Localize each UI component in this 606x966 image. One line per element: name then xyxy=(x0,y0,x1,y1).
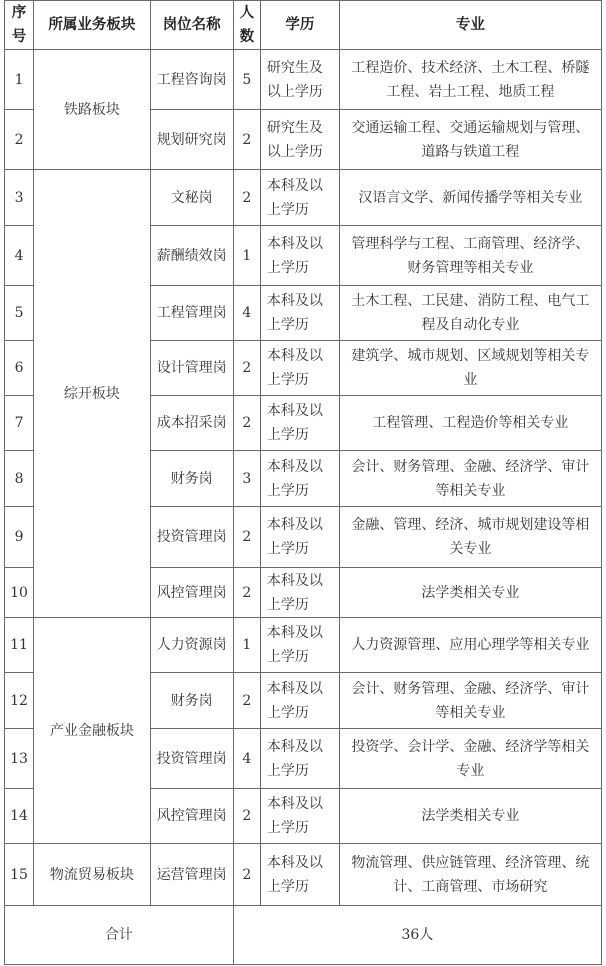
recruitment-table xyxy=(4,0,602,965)
cell-count: 2 xyxy=(233,673,260,729)
cell-major: 建筑学、城市规划、区域规划等相关专业 xyxy=(339,341,601,396)
header-major: 专业 xyxy=(339,1,601,50)
cell-seq: 15 xyxy=(5,844,34,906)
table-row xyxy=(5,50,602,110)
cell-position: 成本招采岗 xyxy=(150,396,233,451)
table-row xyxy=(5,170,602,226)
cell-seq: 12 xyxy=(5,673,34,729)
cell-count: 2 xyxy=(233,507,260,568)
cell-education: 本科及以上学历 xyxy=(260,729,339,789)
cell-seq: 13 xyxy=(5,729,34,789)
cell-education: 研究生及以上学历 xyxy=(260,110,339,170)
cell-seq: 9 xyxy=(5,507,34,568)
cell-position: 工程管理岗 xyxy=(150,286,233,341)
cell-block: 物流贸易板块 xyxy=(34,844,150,906)
header-position: 岗位名称 xyxy=(150,1,233,50)
cell-count: 4 xyxy=(233,286,260,341)
cell-seq: 8 xyxy=(5,451,34,507)
header-seq: 序号 xyxy=(5,1,34,50)
cell-major: 会计、财务管理、金融、经济学、审计等相关专业 xyxy=(339,451,601,507)
cell-position: 人力资源岗 xyxy=(150,618,233,673)
header-education: 学历 xyxy=(260,1,339,50)
cell-major: 法学类相关专业 xyxy=(339,568,601,618)
cell-position: 规划研究岗 xyxy=(150,110,233,170)
cell-seq: 6 xyxy=(5,341,34,396)
header-count: 人数 xyxy=(233,1,260,50)
cell-education: 本科及以上学历 xyxy=(260,170,339,226)
cell-education: 本科及以上学历 xyxy=(260,286,339,341)
cell-seq: 4 xyxy=(5,226,34,286)
cell-education: 研究生及以上学历 xyxy=(260,50,339,110)
cell-block: 产业金融板块 xyxy=(34,618,150,844)
cell-count: 2 xyxy=(233,341,260,396)
cell-major: 工程造价、技术经济、土木工程、桥隧工程、岩土工程、地质工程 xyxy=(339,50,601,110)
cell-education: 本科及以上学历 xyxy=(260,507,339,568)
cell-major: 工程管理、工程造价等相关专业 xyxy=(339,396,601,451)
table-row xyxy=(5,844,602,906)
cell-position: 投资管理岗 xyxy=(150,507,233,568)
cell-count: 2 xyxy=(233,844,260,906)
header-block: 所属业务板块 xyxy=(34,1,150,50)
cell-seq: 5 xyxy=(5,286,34,341)
cell-education: 本科及以上学历 xyxy=(260,618,339,673)
cell-education: 本科及以上学历 xyxy=(260,673,339,729)
cell-major: 会计、财务管理、金融、经济学、审计等相关专业 xyxy=(339,673,601,729)
cell-education: 本科及以上学历 xyxy=(260,451,339,507)
cell-position: 工程咨询岗 xyxy=(150,50,233,110)
cell-major: 法学类相关专业 xyxy=(339,789,601,844)
cell-major: 管理科学与工程、工商管理、经济学、财务管理等相关专业 xyxy=(339,226,601,286)
cell-position: 风控管理岗 xyxy=(150,789,233,844)
cell-count: 3 xyxy=(233,451,260,507)
cell-position: 薪酬绩效岗 xyxy=(150,226,233,286)
cell-count: 2 xyxy=(233,170,260,226)
cell-education: 本科及以上学历 xyxy=(260,789,339,844)
cell-major: 土木工程、工民建、消防工程、电气工程及自动化专业 xyxy=(339,286,601,341)
recruitment-table-container xyxy=(4,0,602,965)
cell-seq: 14 xyxy=(5,789,34,844)
cell-education: 本科及以上学历 xyxy=(260,844,339,906)
cell-position: 运营管理岗 xyxy=(150,844,233,906)
total-value: 36人 xyxy=(233,906,601,965)
cell-education: 本科及以上学历 xyxy=(260,396,339,451)
cell-count: 2 xyxy=(233,568,260,618)
table-row xyxy=(5,618,602,673)
table-header xyxy=(5,1,602,50)
cell-seq: 10 xyxy=(5,568,34,618)
cell-position: 投资管理岗 xyxy=(150,729,233,789)
cell-seq: 1 xyxy=(5,50,34,110)
cell-count: 2 xyxy=(233,789,260,844)
cell-count: 1 xyxy=(233,226,260,286)
cell-seq: 7 xyxy=(5,396,34,451)
cell-count: 2 xyxy=(233,110,260,170)
cell-position: 风控管理岗 xyxy=(150,568,233,618)
cell-education: 本科及以上学历 xyxy=(260,341,339,396)
header-row xyxy=(5,1,602,50)
cell-position: 文秘岗 xyxy=(150,170,233,226)
cell-major: 物流管理、供应链管理、经济管理、统计、工商管理、市场研究 xyxy=(339,844,601,906)
total-row xyxy=(5,906,602,965)
cell-position: 财务岗 xyxy=(150,451,233,507)
cell-major: 金融、管理、经济、城市规划建设等相关专业 xyxy=(339,507,601,568)
cell-major: 投资学、会计学、金融、经济学等相关专业 xyxy=(339,729,601,789)
cell-block: 铁路板块 xyxy=(34,50,150,170)
cell-count: 4 xyxy=(233,729,260,789)
cell-education: 本科及以上学历 xyxy=(260,226,339,286)
cell-position: 设计管理岗 xyxy=(150,341,233,396)
cell-education: 本科及以上学历 xyxy=(260,568,339,618)
table-body xyxy=(5,50,602,965)
cell-count: 5 xyxy=(233,50,260,110)
cell-block: 综开板块 xyxy=(34,170,150,618)
cell-position: 财务岗 xyxy=(150,673,233,729)
cell-major: 汉语言文学、新闻传播学等相关专业 xyxy=(339,170,601,226)
cell-count: 1 xyxy=(233,618,260,673)
cell-seq: 3 xyxy=(5,170,34,226)
cell-major: 交通运输工程、交通运输规划与管理、道路与铁道工程 xyxy=(339,110,601,170)
cell-count: 2 xyxy=(233,396,260,451)
total-label: 合计 xyxy=(5,906,234,965)
cell-seq: 11 xyxy=(5,618,34,673)
cell-major: 人力资源管理、应用心理学等相关专业 xyxy=(339,618,601,673)
cell-seq: 2 xyxy=(5,110,34,170)
